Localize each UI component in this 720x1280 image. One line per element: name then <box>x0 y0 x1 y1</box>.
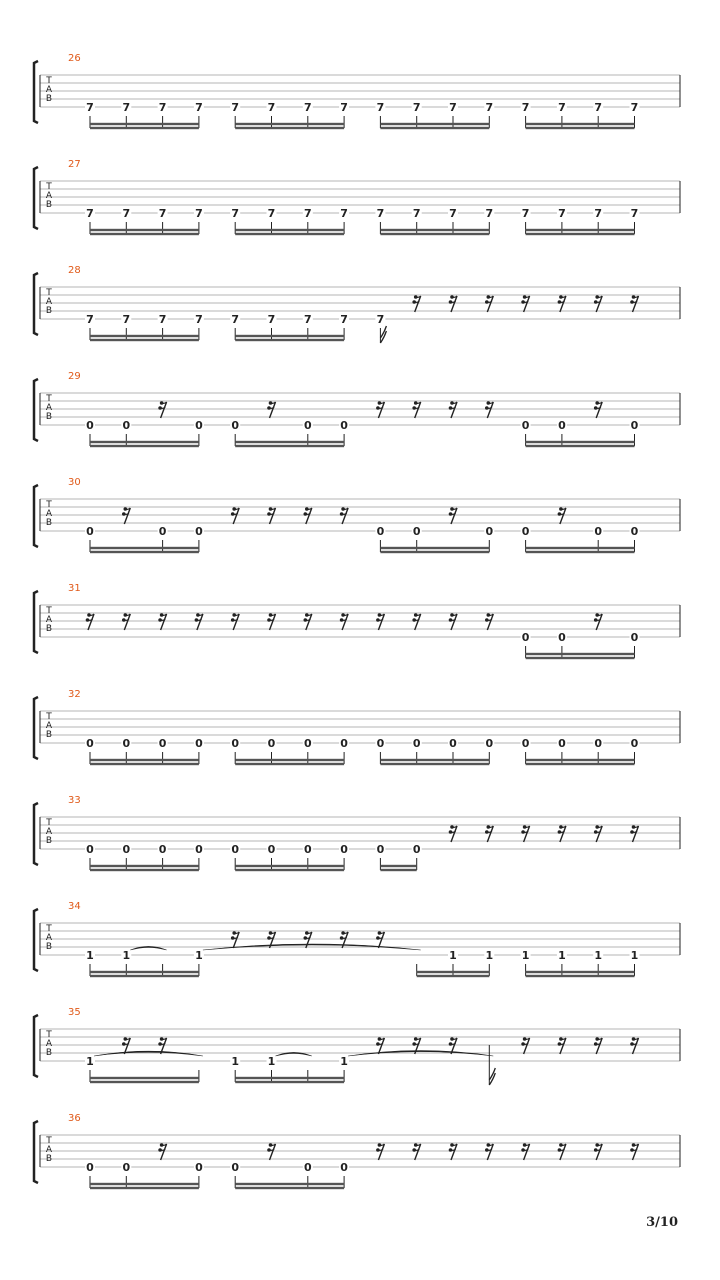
beam <box>90 1081 199 1083</box>
system-bracket <box>34 697 38 759</box>
beam <box>380 233 489 235</box>
fret-number: 1 <box>558 949 566 962</box>
beam <box>235 127 344 129</box>
fret-number: 0 <box>267 843 276 856</box>
system-bracket <box>34 591 38 653</box>
tab-clef-letter: A <box>45 85 53 95</box>
tab-clef-letter: T <box>46 818 52 828</box>
tab-clef-letter: T <box>46 288 52 298</box>
tab-clef-letter: B <box>45 306 53 316</box>
fret-number: 7 <box>231 207 240 220</box>
beam <box>235 335 344 337</box>
fret-number: 0 <box>303 419 312 432</box>
fret-number: 0 <box>86 1161 94 1174</box>
fret-number: 7 <box>630 101 639 114</box>
beam <box>90 229 199 231</box>
beam <box>526 233 635 235</box>
beam <box>526 975 635 977</box>
tab-clef-letter: T <box>46 924 52 934</box>
tab-clef-letter: T <box>46 1030 52 1040</box>
fret-number: 7 <box>303 313 312 326</box>
beam <box>90 1077 199 1079</box>
beam <box>235 1187 344 1189</box>
fret-number: 7 <box>340 207 348 220</box>
fret-number: 1 <box>86 1055 94 1068</box>
fret-number: 7 <box>195 101 203 114</box>
fret-number: 0 <box>558 419 566 432</box>
fret-number: 0 <box>195 419 203 432</box>
beam <box>380 869 416 871</box>
tab-clef-letter: B <box>45 1154 53 1164</box>
fret-number: 0 <box>449 737 457 750</box>
fret-number: 7 <box>195 207 203 220</box>
fret-number: 7 <box>630 207 639 220</box>
fret-number: 1 <box>449 949 457 962</box>
fret-number: 0 <box>594 737 603 750</box>
fret-number: 7 <box>558 207 566 220</box>
slur <box>94 1051 203 1056</box>
fret-number: 0 <box>303 737 312 750</box>
beam <box>90 869 199 871</box>
beam <box>90 335 199 337</box>
fret-number: 0 <box>122 1161 131 1174</box>
tab-clef-letter: B <box>45 836 53 846</box>
tab-clef-letter: A <box>45 827 53 837</box>
measure-number: 36 <box>68 1113 81 1124</box>
tab-clef-letter: T <box>46 76 52 86</box>
beam <box>417 971 490 973</box>
fret-number: 7 <box>158 101 167 114</box>
measure-number: 29 <box>68 371 81 382</box>
beam <box>526 763 635 765</box>
beam <box>235 123 344 125</box>
fret-number: 0 <box>303 1161 312 1174</box>
beam <box>526 229 635 231</box>
fret-number: 0 <box>86 737 94 750</box>
fret-number: 1 <box>630 949 639 962</box>
beam <box>526 971 635 973</box>
fret-number: 0 <box>521 737 530 750</box>
beam <box>380 759 489 761</box>
beam <box>380 127 489 129</box>
fret-number: 7 <box>122 101 131 114</box>
fret-number: 7 <box>594 101 603 114</box>
fret-number: 1 <box>594 949 603 962</box>
fret-number: 7 <box>412 101 421 114</box>
fret-number: 0 <box>521 419 530 432</box>
beam <box>90 441 199 443</box>
fret-number: 7 <box>267 313 276 326</box>
fret-number: 0 <box>558 631 566 644</box>
tab-clef-letter: A <box>45 615 53 625</box>
fret-number: 7 <box>376 207 385 220</box>
fret-number: 7 <box>376 101 385 114</box>
beam <box>90 975 199 977</box>
beam <box>235 763 344 765</box>
fret-number: 7 <box>86 207 94 220</box>
fret-number: 7 <box>267 207 276 220</box>
fret-number: 0 <box>340 843 348 856</box>
fret-number: 0 <box>231 737 240 750</box>
beam <box>90 339 199 341</box>
beam <box>235 759 344 761</box>
fret-number: 7 <box>158 313 167 326</box>
tab-clef-letter: A <box>45 721 53 731</box>
fret-number: 1 <box>267 1055 276 1068</box>
fret-number: 0 <box>340 419 348 432</box>
measure-number: 26 <box>68 53 81 64</box>
beam <box>380 547 489 549</box>
fret-number: 0 <box>376 525 385 538</box>
fret-number: 0 <box>86 843 94 856</box>
tab-clef-letter: T <box>46 500 52 510</box>
fret-number: 7 <box>122 207 131 220</box>
fret-number: 0 <box>231 419 240 432</box>
fret-number: 7 <box>303 101 312 114</box>
beam <box>380 865 416 867</box>
tab-system <box>34 1007 680 1085</box>
fret-number: 7 <box>86 101 94 114</box>
fret-number: 7 <box>158 207 167 220</box>
fret-number: 1 <box>340 1055 348 1068</box>
beam <box>235 445 344 447</box>
tab-clef-letter: T <box>46 394 52 404</box>
fret-number: 0 <box>122 843 131 856</box>
system-bracket <box>34 61 38 123</box>
tab-clef-letter: B <box>45 412 53 422</box>
fret-number: 7 <box>485 101 494 114</box>
fret-number: 0 <box>630 631 639 644</box>
measure-number: 34 <box>68 901 81 912</box>
beam <box>90 127 199 129</box>
fret-number: 0 <box>195 737 203 750</box>
fret-number: 0 <box>558 737 566 750</box>
measure-number: 31 <box>68 583 81 594</box>
fret-number: 0 <box>86 525 94 538</box>
fret-number: 0 <box>340 737 348 750</box>
system-bracket <box>34 167 38 229</box>
beam <box>90 551 199 553</box>
fret-number: 0 <box>122 419 131 432</box>
tab-clef-letter: T <box>46 182 52 192</box>
tab-system <box>34 1113 680 1189</box>
beam <box>380 551 489 553</box>
beam <box>90 865 199 867</box>
fret-number: 0 <box>303 843 312 856</box>
fret-number: 7 <box>449 101 457 114</box>
system-bracket <box>34 379 38 441</box>
fret-number: 0 <box>122 737 131 750</box>
beam <box>526 123 635 125</box>
fret-number: 1 <box>195 949 203 962</box>
fret-number: 0 <box>267 737 276 750</box>
system-bracket <box>34 803 38 865</box>
tab-clef-letter: A <box>45 191 53 201</box>
tab-clef-letter: B <box>45 200 53 210</box>
beam <box>526 445 635 447</box>
tab-clef-letter: B <box>45 624 53 634</box>
fret-number: 0 <box>195 525 203 538</box>
system-bracket <box>34 909 38 971</box>
beam <box>235 1077 344 1079</box>
tab-system <box>34 901 680 977</box>
tab-clef-letter: A <box>45 1145 53 1155</box>
tab-system <box>34 795 680 871</box>
fret-number: 7 <box>521 207 530 220</box>
fret-number: 0 <box>158 843 167 856</box>
tab-clef-letter: T <box>46 1136 52 1146</box>
fret-number: 0 <box>521 631 530 644</box>
fret-number: 0 <box>376 843 385 856</box>
fret-number: 0 <box>195 843 203 856</box>
beam <box>235 339 344 341</box>
beam <box>90 759 199 761</box>
beam <box>90 123 199 125</box>
fret-number: 0 <box>412 843 421 856</box>
beam <box>235 1183 344 1185</box>
fret-number: 0 <box>340 1161 348 1174</box>
fret-number: 1 <box>485 949 494 962</box>
tab-clef-letter: A <box>45 403 53 413</box>
fret-number: 7 <box>231 313 240 326</box>
tab-clef-letter: T <box>46 606 52 616</box>
fret-number: 0 <box>195 1161 203 1174</box>
measure-number: 32 <box>68 689 81 700</box>
fret-number: 0 <box>630 737 639 750</box>
beam <box>90 1183 199 1185</box>
fret-number: 1 <box>86 949 94 962</box>
beam <box>526 127 635 129</box>
tab-system <box>34 689 680 765</box>
system-bracket <box>34 485 38 547</box>
fret-number: 0 <box>630 419 639 432</box>
fret-number: 7 <box>340 101 348 114</box>
beam <box>235 865 344 867</box>
fret-number: 1 <box>231 1055 240 1068</box>
measure-number: 33 <box>68 795 81 806</box>
fret-number: 7 <box>340 313 348 326</box>
tab-system <box>34 53 680 129</box>
beam <box>90 445 199 447</box>
tab-system <box>34 159 680 235</box>
fret-number: 0 <box>594 525 603 538</box>
fret-number: 7 <box>231 101 240 114</box>
beam <box>90 763 199 765</box>
fret-number: 7 <box>86 313 94 326</box>
measure-number: 30 <box>68 477 81 488</box>
beam <box>235 441 344 443</box>
beam <box>235 233 344 235</box>
beam <box>90 971 199 973</box>
beam <box>380 763 489 765</box>
fret-number: 0 <box>630 525 639 538</box>
fret-number: 1 <box>521 949 530 962</box>
tab-system <box>34 265 680 343</box>
tab-clef-letter: B <box>45 94 53 104</box>
system-bracket <box>34 1015 38 1077</box>
fret-number: 7 <box>122 313 131 326</box>
page-number: 3/10 <box>646 1215 678 1230</box>
tab-system <box>34 477 680 553</box>
tab-clef-letter: A <box>45 933 53 943</box>
beam <box>526 441 635 443</box>
beam <box>380 229 489 231</box>
beam <box>235 869 344 871</box>
fret-number: 0 <box>412 737 421 750</box>
fret-number: 7 <box>594 207 603 220</box>
beam <box>380 123 489 125</box>
fret-number: 0 <box>485 525 494 538</box>
fret-number: 7 <box>303 207 312 220</box>
beam <box>526 547 635 549</box>
measure-number: 27 <box>68 159 81 170</box>
tab-clef-letter: B <box>45 1048 53 1058</box>
beam <box>526 657 635 659</box>
tab-clef-letter: B <box>45 730 53 740</box>
fret-number: 7 <box>558 101 566 114</box>
fret-number: 0 <box>412 525 421 538</box>
measure-number: 35 <box>68 1007 81 1018</box>
beam <box>417 975 490 977</box>
fret-number: 7 <box>521 101 530 114</box>
tab-clef-letter: A <box>45 1039 53 1049</box>
fret-number: 7 <box>376 313 385 326</box>
fret-number: 1 <box>122 949 131 962</box>
beam <box>90 547 199 549</box>
fret-number: 0 <box>231 843 240 856</box>
fret-number: 7 <box>412 207 421 220</box>
fret-number: 0 <box>376 737 385 750</box>
system-bracket <box>34 1121 38 1183</box>
fret-number: 7 <box>195 313 203 326</box>
tab-system <box>34 583 680 659</box>
fret-number: 0 <box>485 737 494 750</box>
system-bracket <box>34 273 38 335</box>
fret-number: 0 <box>521 525 530 538</box>
tab-clef-letter: A <box>45 509 53 519</box>
beam <box>90 1187 199 1189</box>
beam <box>526 759 635 761</box>
tab-clef-letter: B <box>45 518 53 528</box>
beam <box>526 551 635 553</box>
fret-number: 0 <box>158 737 167 750</box>
fret-number: 7 <box>267 101 276 114</box>
beam <box>235 229 344 231</box>
measure-number: 28 <box>68 265 81 276</box>
fret-number: 0 <box>86 419 94 432</box>
fret-number: 0 <box>231 1161 240 1174</box>
tab-system <box>34 371 680 447</box>
tab-clef-letter: B <box>45 942 53 952</box>
tab-clef-letter: T <box>46 712 52 722</box>
beam <box>235 1081 344 1083</box>
beam <box>90 233 199 235</box>
fret-number: 0 <box>158 525 167 538</box>
fret-number: 7 <box>449 207 457 220</box>
fret-number: 7 <box>485 207 494 220</box>
beam <box>526 653 635 655</box>
tab-clef-letter: A <box>45 297 53 307</box>
